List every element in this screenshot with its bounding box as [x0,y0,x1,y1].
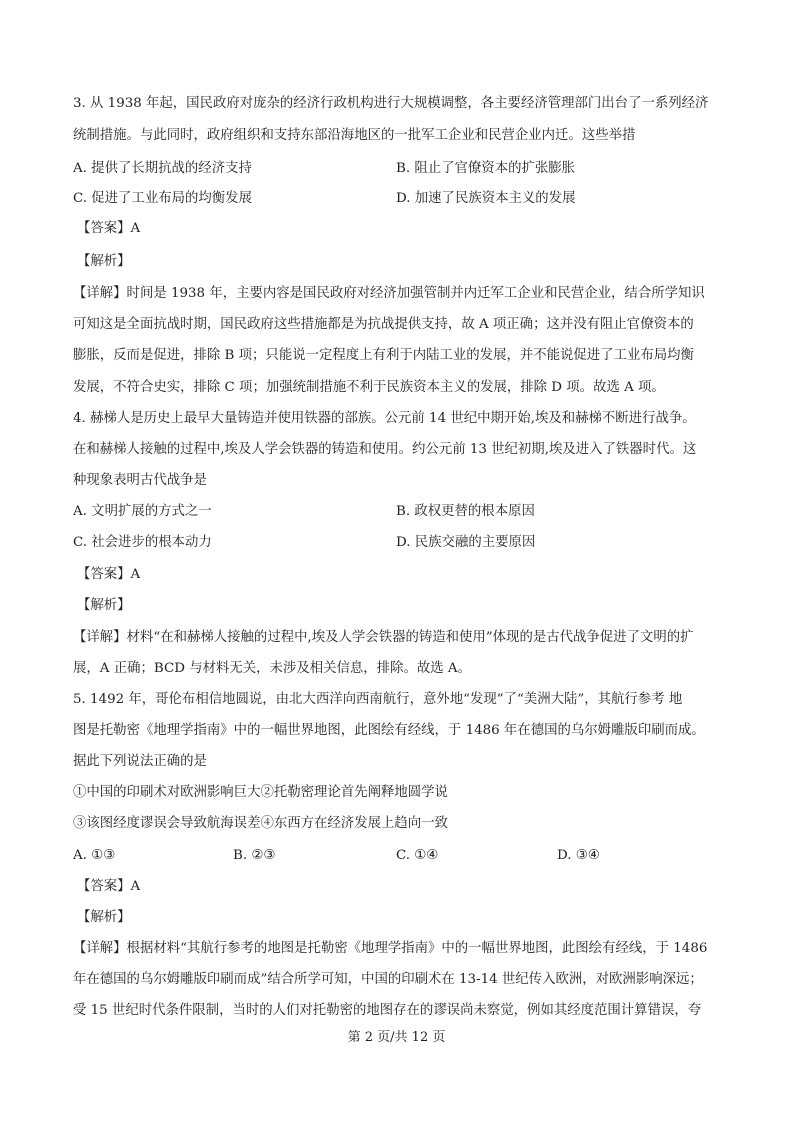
q3-stem-line1: 3. 从 1938 年起，国民政府对庞杂的经济行政机构进行大规模调整，各主要经济管理部门出台了一系列经济 [73,96,709,111]
q4-stem-line3: 种现象表明古代战争是 [73,473,207,488]
q3-analysis-label: 【解析】 [77,254,131,269]
q5-detail-line1: 【详解】根据材料“其航行参考的地图是托勒密《地理学指南》中的一幅世界地图，此图绘有经线，于 1486 [73,941,708,956]
q4-answer: 【答案】A [77,567,141,582]
q3-option-a: A. 提供了长期抗战的经济支持 [73,161,252,176]
q3-detail-line4: 发展，不符合史实，排除 C 项；加强统制措施不利于民族资本主义的发展，排除 D 项。故选 A 项。 [73,380,665,395]
q4-detail-line1: 【详解】材料“在和赫梯人接触的过程中,埃及人学会铁器的铸造和使用”体现的是古代战争促进了文明的扩 [73,630,694,645]
q5-stem-line3: 据此下列说法正确的是 [73,754,207,769]
q4-option-c: C. 社会进步的根本动力 [73,535,212,550]
q3-detail-line2: 可知这是全面抗战时期，国民政府这些措施都是为抗战提供支持，故 A 项正确；这并没有阻止官僚资本的 [73,317,694,332]
q3-answer: 【答案】A [77,221,141,236]
q5-analysis-label: 【解析】 [77,910,131,925]
q5-stem-line2: 图是托勒密《地理学指南》中的一幅世界地图，此图绘有经线，于 1486 年在德国的乌尔姆雕版印刷而成。 [73,723,705,738]
q5-items-3-4: ③该图经度谬误会导致航海误差④东西方在经济发展上趋向一致 [73,816,448,831]
q5-answer: 【答案】A [77,879,141,894]
q5-option-b: B. ②③ [233,848,276,863]
page-number: 第 2 页/共 12 页 [347,1030,446,1045]
q5-detail-line3: 受 15 世纪时代条件限制，当时的人们对托勒密的地图存在的谬误尚未察觉，例如其经度范围计算错误，夸 [73,1003,702,1018]
q3-detail-line1: 【详解】时间是 1938 年，主要内容是国民政府对经济加强管制并内迁军工企业和民营企业，结合所学知识 [73,286,705,301]
q3-option-b: B. 阻止了官僚资本的扩张膨胀 [396,161,576,176]
q4-detail-line2: 展，A 正确；BCD 与材料无关，未涉及相关信息，排除。故选 A。 [73,661,471,676]
q4-stem-line1: 4. 赫梯人是历史上最早大量铸造并使用铁器的部族。公元前 14 世纪中期开始,埃及和赫梯不断进行战争。 [73,411,696,426]
q5-items-1-2: ①中国的印刷术对欧洲影响巨大②托勒密理论首先阐释地圆学说 [73,785,448,800]
q4-option-b: B. 政权更替的根本原因 [396,504,535,519]
q4-analysis-label: 【解析】 [77,598,131,613]
q3-stem-line2: 统制措施。与此同时，政府组织和支持东部沿海地区的一批军工企业和民营企业内迁。这些举措 [73,128,636,143]
q5-option-c: C. ①④ [396,848,439,863]
q3-option-c: C. 促进了工业布局的均衡发展 [73,191,252,206]
q5-option-d: D. ③④ [557,848,600,863]
q4-option-a: A. 文明扩展的方式之一 [73,504,212,519]
q3-detail-line3: 膨胀，反而是促进，排除 B 项；只能说一定程度上有利于内陆工业的发展，并不能说促进了工业布局均衡 [73,348,694,363]
q3-option-d: D. 加速了民族资本主义的发展 [396,191,576,206]
q4-option-d: D. 民族交融的主要原因 [396,535,536,550]
q4-stem-line2: 在和赫梯人接触的过程中,埃及人学会铁器的铸造和使用。约公元前 13 世纪初期,埃及进入了铁器时代。这 [73,442,697,457]
q5-option-a: A. ①③ [73,848,116,863]
q5-detail-line2: 年在德国的乌尔姆雕版印刷而成”结合所学可知，中国的印刷术在 13-14 世纪传入欧洲，对欧洲影响深远； [73,972,703,987]
q5-stem-line1: 5. 1492 年，哥伦布相信地圆说，由北大西洋向西南航行，意外地“发现”了“美洲大陆”，其航行参考 地 [73,692,683,707]
